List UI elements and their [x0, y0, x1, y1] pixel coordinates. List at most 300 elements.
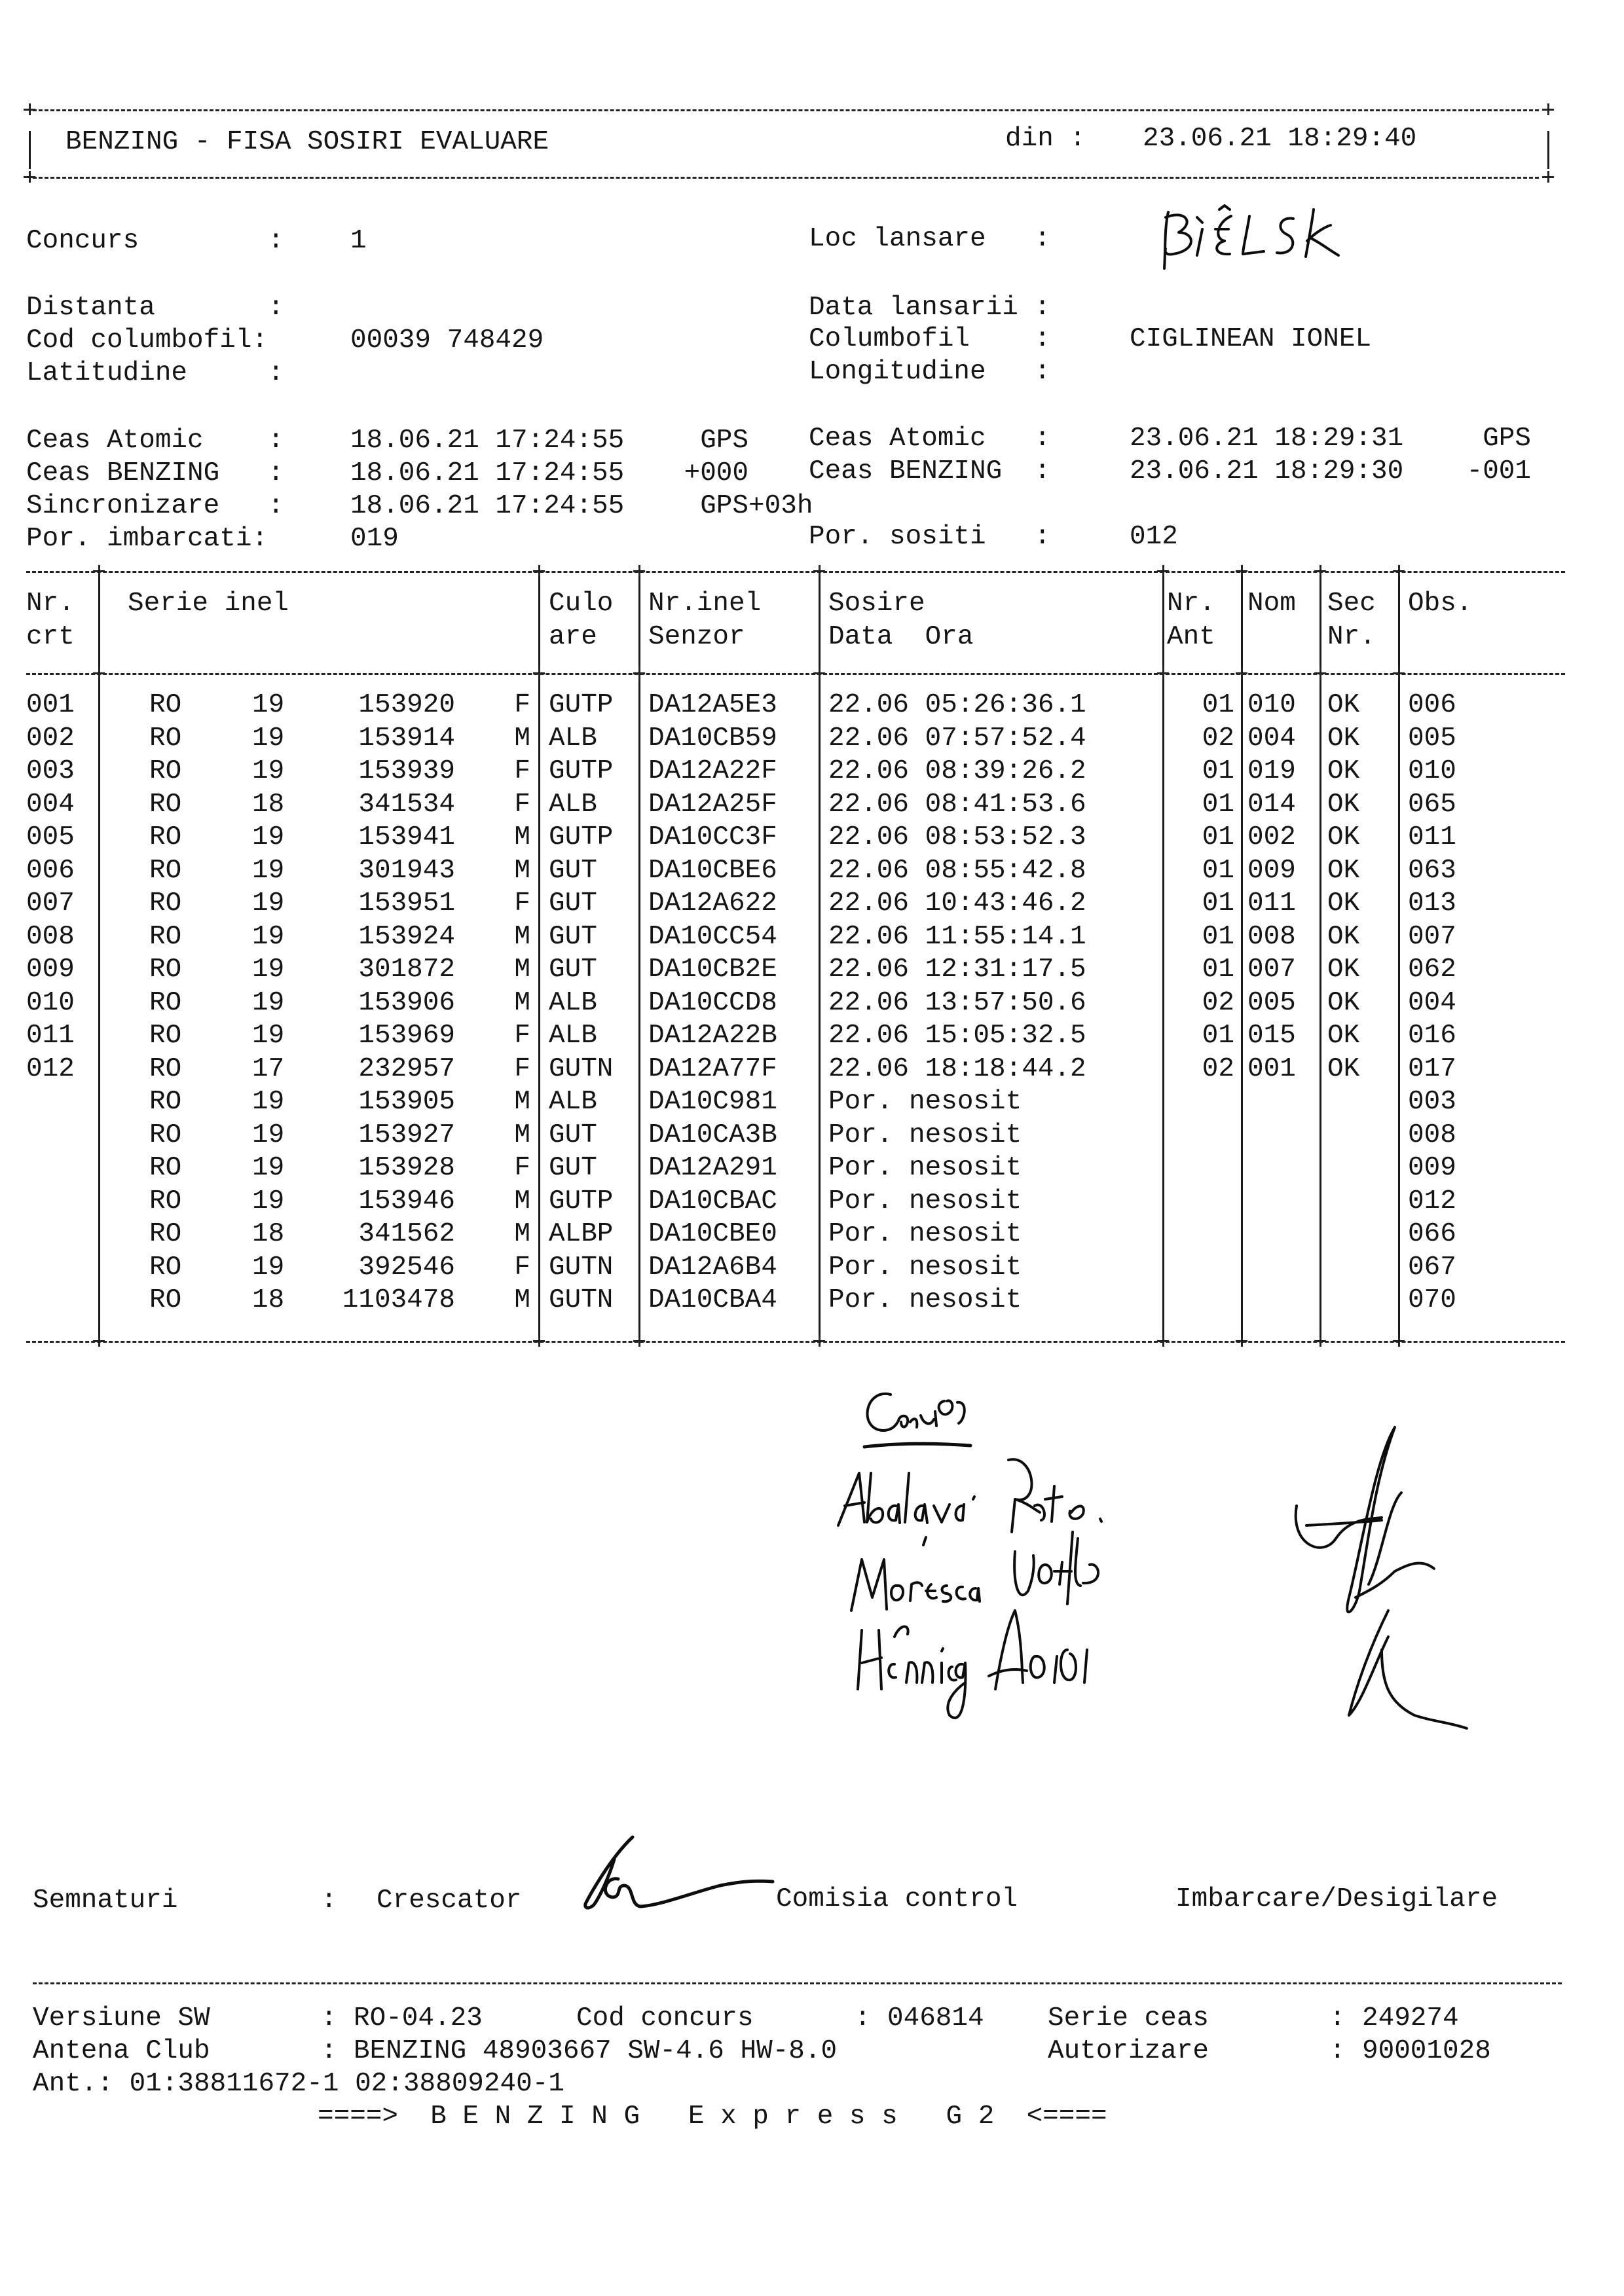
autorizare-value: 90001028 — [1362, 2036, 1491, 2066]
cell-sex: M — [514, 822, 530, 852]
crescator-label: Crescator — [377, 1886, 522, 1916]
cell-sex: F — [514, 1053, 530, 1084]
clock-left-3-value: 019 — [350, 524, 399, 554]
cell-sex: F — [514, 1252, 530, 1283]
column-divider — [98, 676, 100, 1338]
cell-ring: 153920 — [358, 690, 455, 720]
col-sensor-header-1: Nr.inel — [648, 589, 762, 619]
cell-sensor: DA12A22B — [648, 1021, 777, 1051]
clock-right-2-value: 012 — [1130, 522, 1178, 552]
cell-obs: 003 — [1408, 1087, 1456, 1117]
cell-color: GUTP — [549, 1186, 614, 1216]
cell-sensor: DA10CB59 — [648, 723, 777, 754]
cell-arrival: 22.06 08:53:52.3 — [828, 822, 1086, 852]
cell-year: 17 — [252, 1053, 285, 1084]
clock-left-0-suffix: GPS — [668, 426, 749, 456]
col-obs-header: Obs. — [1408, 589, 1473, 619]
cell-nr: 002 — [26, 723, 75, 754]
cell-ring: 153951 — [358, 888, 455, 919]
cell-ring: 301943 — [358, 855, 455, 886]
cell-arrival: Por. nesosit — [828, 1120, 1022, 1150]
cell-country: RO — [149, 987, 182, 1018]
clock-left-1-value: 18.06.21 17:24:55 — [350, 458, 625, 488]
cell-country: RO — [149, 756, 182, 786]
col-sec-header-2: Nr. — [1327, 622, 1376, 652]
cell-arrival: 22.06 18:18:44.2 — [828, 1053, 1086, 1084]
versiune-sw-label: Versiune SW — [33, 2003, 210, 2033]
column-divider — [1162, 676, 1164, 1338]
cell-ant: 02 — [1202, 723, 1234, 754]
cell-ant: 01 — [1202, 690, 1234, 720]
col-sensor-header-2: Senzor — [648, 622, 745, 652]
antena-club-label: Antena Club — [33, 2036, 210, 2066]
clock-left-1-suffix: +000 — [668, 458, 749, 488]
col-culoare-header-1: Culo — [549, 589, 614, 619]
cell-sec: OK — [1327, 690, 1360, 720]
grid-cross-mark — [93, 565, 105, 577]
comisia-control-label: Comisia control — [776, 1884, 1018, 1914]
concurs-label: Concurs : — [26, 226, 284, 256]
cell-sex: F — [514, 888, 530, 919]
cell-obs: 009 — [1408, 1153, 1456, 1183]
cell-sex: M — [514, 1087, 530, 1117]
antena-club-value: BENZING 48903667 SW-4.6 HW-8.0 — [354, 2036, 838, 2066]
semnaturi-label: Semnaturi — [33, 1886, 178, 1916]
cell-year: 19 — [252, 855, 285, 886]
column-divider — [1320, 575, 1321, 673]
cell-arrival: 22.06 11:55:14.1 — [828, 921, 1086, 952]
grid-cross-mark — [1157, 667, 1169, 679]
cell-obs: 012 — [1408, 1186, 1456, 1216]
cell-sex: M — [514, 987, 530, 1018]
breeder-signature — [576, 1833, 799, 1918]
cell-color: GUT — [549, 855, 597, 886]
cell-year: 18 — [252, 1285, 285, 1315]
grid-cross-mark — [813, 667, 825, 679]
cell-sec: OK — [1327, 789, 1360, 820]
cell-ring: 153927 — [358, 1120, 455, 1150]
cell-sec: OK — [1327, 822, 1360, 852]
table-bottom-rule — [26, 1341, 1565, 1343]
print-date: 23.06.21 18:29:40 — [1143, 124, 1417, 154]
col-culoare-header-2: are — [549, 622, 597, 652]
cell-obs: 063 — [1408, 855, 1456, 886]
col-ant-header-1: Nr. — [1167, 589, 1215, 619]
cell-ring: 153914 — [358, 723, 455, 754]
cell-year: 18 — [252, 789, 285, 820]
cell-sex: M — [514, 1219, 530, 1249]
clock-right-1-suffix: -001 — [1450, 456, 1532, 486]
autorizare-label: Autorizare — [1048, 2036, 1209, 2066]
cell-nom: 002 — [1247, 822, 1296, 852]
cell-ring: 153928 — [358, 1153, 455, 1183]
longitudine-label: Longitudine : — [809, 357, 1051, 387]
cell-year: 19 — [252, 1087, 285, 1117]
cell-color: ALB — [549, 789, 597, 820]
cell-sensor: DA12A622 — [648, 888, 777, 919]
cell-country: RO — [149, 921, 182, 952]
cell-obs: 008 — [1408, 1120, 1456, 1150]
cell-color: GUTN — [549, 1053, 614, 1084]
cell-sec: OK — [1327, 987, 1360, 1018]
cell-ring: 341562 — [358, 1219, 455, 1249]
corner-mark — [1542, 103, 1554, 115]
data-lansarii-label: Data lansarii : — [809, 293, 1051, 323]
cell-country: RO — [149, 955, 182, 985]
cell-arrival: Por. nesosit — [828, 1186, 1022, 1216]
latitudine-label: Latitudine : — [26, 358, 284, 388]
cell-nom: 009 — [1247, 855, 1296, 886]
cod-concurs-value: 046814 — [887, 2003, 984, 2033]
serie-ceas-sep: : — [1329, 2003, 1346, 2033]
cell-country: RO — [149, 789, 182, 820]
clock-right-1-label: Ceas BENZING : — [809, 456, 1051, 486]
cell-arrival: 22.06 08:41:53.6 — [828, 789, 1086, 820]
cell-ring: 232957 — [358, 1053, 455, 1084]
columbofil-label: Columbofil : — [809, 324, 1051, 354]
cell-arrival: 22.06 08:39:26.2 — [828, 756, 1086, 786]
cell-sensor: DA12A77F — [648, 1053, 777, 1084]
cell-color: GUTP — [549, 690, 614, 720]
cell-year: 19 — [252, 756, 285, 786]
cell-country: RO — [149, 1186, 182, 1216]
cell-sec: OK — [1327, 1021, 1360, 1051]
cell-sec: OK — [1327, 1053, 1360, 1084]
column-divider — [538, 676, 540, 1338]
grid-cross-mark — [1393, 565, 1405, 577]
cell-sensor: DA12A25F — [648, 789, 777, 820]
cell-nom: 015 — [1247, 1021, 1296, 1051]
imbarcare-desigilare-label: Imbarcare/Desigilare — [1175, 1884, 1498, 1914]
cell-sec: OK — [1327, 855, 1360, 886]
cell-year: 19 — [252, 1252, 285, 1283]
cell-obs: 062 — [1408, 955, 1456, 985]
cell-ring: 153906 — [358, 987, 455, 1018]
antena-club-sep: : — [321, 2036, 337, 2066]
col-nom-header: Nom — [1247, 589, 1296, 619]
col-serie-inel-header: Serie inel — [128, 589, 289, 619]
corner-mark — [24, 171, 35, 183]
cell-obs: 010 — [1408, 756, 1456, 786]
col-sosire-header-2: Data Ora — [828, 622, 974, 652]
grid-cross-mark — [533, 667, 545, 679]
cell-arrival: Por. nesosit — [828, 1252, 1022, 1283]
cell-sensor: DA12A291 — [648, 1153, 777, 1183]
cell-sec: OK — [1327, 888, 1360, 919]
cell-ant: 02 — [1202, 987, 1234, 1018]
cell-nr: 012 — [26, 1053, 75, 1084]
cell-obs: 066 — [1408, 1219, 1456, 1249]
cell-ring: 153969 — [358, 1021, 455, 1051]
table-top-rule — [26, 571, 1565, 573]
semnaturi-sep: : — [321, 1886, 337, 1916]
cell-sex: M — [514, 921, 530, 952]
cell-year: 19 — [252, 1120, 285, 1150]
cell-arrival: 22.06 10:43:46.2 — [828, 888, 1086, 919]
cell-arrival: Por. nesosit — [828, 1285, 1022, 1315]
cell-nr: 006 — [26, 855, 75, 886]
cell-sec: OK — [1327, 723, 1360, 754]
cell-color: ALB — [549, 987, 597, 1018]
table-header-rule — [26, 673, 1565, 675]
cell-year: 18 — [252, 1219, 285, 1249]
cell-color: GUT — [549, 1120, 597, 1150]
cell-nr: 003 — [26, 756, 75, 786]
grid-cross-mark — [1236, 565, 1247, 577]
cell-country: RO — [149, 1021, 182, 1051]
header-right-border — [1547, 131, 1549, 169]
cell-nr: 005 — [26, 822, 75, 852]
cell-sec: OK — [1327, 955, 1360, 985]
cell-sex: M — [514, 955, 530, 985]
cell-ant: 01 — [1202, 921, 1234, 952]
cell-sex: M — [514, 723, 530, 754]
cell-sensor: DA10CBA4 — [648, 1285, 777, 1315]
grid-cross-mark — [1314, 565, 1326, 577]
cell-nr: 001 — [26, 690, 75, 720]
grid-cross-mark — [1314, 667, 1326, 679]
col-ant-header-2: Ant — [1167, 622, 1215, 652]
cell-arrival: 22.06 07:57:52.4 — [828, 723, 1086, 754]
cell-obs: 004 — [1408, 987, 1456, 1018]
cell-ant: 01 — [1202, 955, 1234, 985]
cell-year: 19 — [252, 987, 285, 1018]
print-date-label: din : — [1005, 124, 1086, 154]
cell-country: RO — [149, 1219, 182, 1249]
cell-sex: F — [514, 789, 530, 820]
cell-sex: F — [514, 1021, 530, 1051]
cell-sensor: DA10CCD8 — [648, 987, 777, 1018]
column-divider — [1320, 676, 1321, 1338]
cell-sex: M — [514, 1285, 530, 1315]
column-divider — [638, 575, 640, 673]
clock-left-2-label: Sincronizare : — [26, 491, 284, 521]
cell-year: 19 — [252, 723, 285, 754]
cod-concurs-label: Cod concurs — [576, 2003, 754, 2033]
cell-sensor: DA12A22F — [648, 756, 777, 786]
cell-ring: 1103478 — [342, 1285, 455, 1315]
clock-left-2-value: 18.06.21 17:24:55 — [350, 491, 625, 521]
column-divider — [98, 575, 100, 673]
grid-cross-mark — [633, 565, 645, 577]
loc-lansare-label: Loc lansare : — [809, 224, 1051, 254]
cell-country: RO — [149, 822, 182, 852]
column-divider — [1241, 676, 1243, 1338]
clock-right-2-label: Por. sositi : — [809, 522, 1051, 552]
cell-arrival: 22.06 13:57:50.6 — [828, 987, 1086, 1018]
cell-color: GUTN — [549, 1285, 614, 1315]
cell-country: RO — [149, 888, 182, 919]
cell-sensor: DA12A6B4 — [648, 1252, 777, 1283]
cell-nom: 019 — [1247, 756, 1296, 786]
grid-cross-mark — [633, 667, 645, 679]
cell-nom: 014 — [1247, 789, 1296, 820]
clock-left-2-suffix: GPS+03h — [668, 491, 813, 521]
handwritten-launch-place — [1159, 203, 1382, 275]
clock-left-3-label: Por. imbarcati: — [26, 524, 268, 554]
cell-country: RO — [149, 855, 182, 886]
cod-columbofil-label: Cod columbofil: — [26, 325, 268, 355]
cell-color: ALB — [549, 1021, 597, 1051]
cell-ring: 153905 — [358, 1087, 455, 1117]
cell-country: RO — [149, 1120, 182, 1150]
cell-nom: 010 — [1247, 690, 1296, 720]
cell-sensor: DA10CBAC — [648, 1186, 777, 1216]
corner-mark — [1542, 171, 1554, 183]
cell-sex: M — [514, 1186, 530, 1216]
cell-obs: 016 — [1408, 1021, 1456, 1051]
cod-columbofil-value: 00039 748429 — [350, 325, 544, 355]
cell-color: GUTP — [549, 756, 614, 786]
cell-ring: 153946 — [358, 1186, 455, 1216]
cell-sex: M — [514, 1120, 530, 1150]
columbofil-name: CIGLINEAN IONEL — [1130, 324, 1372, 354]
cell-sensor: DA10CC3F — [648, 822, 777, 852]
cell-ant: 01 — [1202, 756, 1234, 786]
cell-obs: 013 — [1408, 888, 1456, 919]
cell-ant: 01 — [1202, 888, 1234, 919]
cell-color: ALBP — [549, 1219, 614, 1249]
column-divider — [819, 575, 821, 673]
column-divider — [1398, 575, 1400, 673]
cell-obs: 011 — [1408, 822, 1456, 852]
cell-year: 19 — [252, 822, 285, 852]
cell-arrival: Por. nesosit — [828, 1153, 1022, 1183]
col-nr-crt-header-1: Nr. — [26, 589, 75, 619]
header-bottom-rule — [33, 177, 1539, 179]
cell-nom: 007 — [1247, 955, 1296, 985]
clock-right-0-suffix: GPS — [1450, 424, 1532, 454]
column-divider — [819, 676, 821, 1338]
cell-nom: 001 — [1247, 1053, 1296, 1084]
versiune-sw-sep: : — [321, 2003, 337, 2033]
cell-arrival: 22.06 05:26:36.1 — [828, 690, 1086, 720]
header-top-rule — [33, 109, 1539, 111]
grid-cross-mark — [813, 565, 825, 577]
cell-obs: 005 — [1408, 723, 1456, 754]
cell-sec: OK — [1327, 756, 1360, 786]
cell-color: GUT — [549, 1153, 597, 1183]
grid-cross-mark — [1236, 667, 1247, 679]
cell-sex: F — [514, 1153, 530, 1183]
cell-nom: 011 — [1247, 888, 1296, 919]
clock-right-0-value: 23.06.21 18:29:31 — [1130, 424, 1404, 454]
cell-country: RO — [149, 690, 182, 720]
cell-nr: 010 — [26, 987, 75, 1018]
cell-sensor: DA10C981 — [648, 1087, 777, 1117]
column-divider — [1398, 676, 1400, 1338]
cell-obs: 067 — [1408, 1252, 1456, 1283]
grid-cross-mark — [1157, 565, 1169, 577]
cell-obs: 017 — [1408, 1053, 1456, 1084]
header-left-border — [29, 131, 31, 169]
cell-country: RO — [149, 1053, 182, 1084]
benzing-express-banner: ====> B E N Z I N G E x p r e s s G 2 <==== — [318, 2102, 1107, 2132]
cell-color: GUT — [549, 921, 597, 952]
distanta-label: Distanta : — [26, 293, 284, 323]
cell-arrival: Por. nesosit — [828, 1087, 1022, 1117]
cell-year: 19 — [252, 888, 285, 919]
cell-sex: F — [514, 690, 530, 720]
cell-country: RO — [149, 1153, 182, 1183]
column-divider — [638, 676, 640, 1338]
cell-year: 19 — [252, 921, 285, 952]
col-nr-crt-header-2: crt — [26, 622, 75, 652]
cell-obs: 007 — [1408, 921, 1456, 952]
cell-arrival: 22.06 15:05:32.5 — [828, 1021, 1086, 1051]
cell-ring: 392546 — [358, 1252, 455, 1283]
handwritten-commission-signatures — [819, 1375, 1572, 1741]
cell-nr: 011 — [26, 1021, 75, 1051]
cell-color: ALB — [549, 723, 597, 754]
cell-year: 19 — [252, 1186, 285, 1216]
grid-cross-mark — [533, 565, 545, 577]
cell-ring: 153939 — [358, 756, 455, 786]
column-divider — [538, 575, 540, 673]
cell-obs: 065 — [1408, 789, 1456, 820]
concurs-value: 1 — [350, 226, 367, 256]
cell-nr: 008 — [26, 921, 75, 952]
cell-arrival: 22.06 08:55:42.8 — [828, 855, 1086, 886]
versiune-sw-value: RO-04.23 — [354, 2003, 483, 2033]
col-sosire-header-1: Sosire — [828, 589, 925, 619]
cell-year: 19 — [252, 955, 285, 985]
cell-obs: 006 — [1408, 690, 1456, 720]
cell-sec: OK — [1327, 921, 1360, 952]
cell-sensor: DA12A5E3 — [648, 690, 777, 720]
column-divider — [1162, 575, 1164, 673]
cell-ring: 341534 — [358, 789, 455, 820]
cell-color: GUTN — [549, 1252, 614, 1283]
grid-cross-mark — [93, 667, 105, 679]
cell-ant: 01 — [1202, 822, 1234, 852]
cell-year: 19 — [252, 1021, 285, 1051]
clock-left-0-value: 18.06.21 17:24:55 — [350, 426, 625, 456]
cell-ant: 02 — [1202, 1053, 1234, 1084]
cell-ring: 153924 — [358, 921, 455, 952]
cell-sensor: DA10CBE6 — [648, 855, 777, 886]
cell-country: RO — [149, 723, 182, 754]
cell-color: GUTP — [549, 822, 614, 852]
cell-arrival: Por. nesosit — [828, 1219, 1022, 1249]
clock-right-1-value: 23.06.21 18:29:30 — [1130, 456, 1404, 486]
column-divider — [1241, 575, 1243, 673]
cell-obs: 070 — [1408, 1285, 1456, 1315]
cell-nom: 008 — [1247, 921, 1296, 952]
cell-ant: 01 — [1202, 855, 1234, 886]
autorizare-sep: : — [1329, 2036, 1346, 2066]
cod-concurs-sep: : — [855, 2003, 871, 2033]
cell-year: 19 — [252, 690, 285, 720]
cell-ant: 01 — [1202, 789, 1234, 820]
corner-mark — [24, 103, 35, 115]
cell-year: 19 — [252, 1153, 285, 1183]
cell-color: GUT — [549, 888, 597, 919]
cell-ring: 301872 — [358, 955, 455, 985]
col-sec-header-1: Sec — [1327, 589, 1376, 619]
cell-ant: 01 — [1202, 1021, 1234, 1051]
cell-nom: 005 — [1247, 987, 1296, 1018]
cell-sensor: DA10CC54 — [648, 921, 777, 952]
cell-ring: 153941 — [358, 822, 455, 852]
footer-rule — [33, 1982, 1562, 1984]
page-title: BENZING - FISA SOSIRI EVALUARE — [65, 127, 549, 157]
cell-nr: 004 — [26, 789, 75, 820]
grid-cross-mark — [1393, 667, 1405, 679]
cell-sex: M — [514, 855, 530, 886]
cell-sensor: DA10CA3B — [648, 1120, 777, 1150]
antenna-serials: Ant.: 01:38811672-1 02:38809240-1 — [33, 2069, 564, 2099]
